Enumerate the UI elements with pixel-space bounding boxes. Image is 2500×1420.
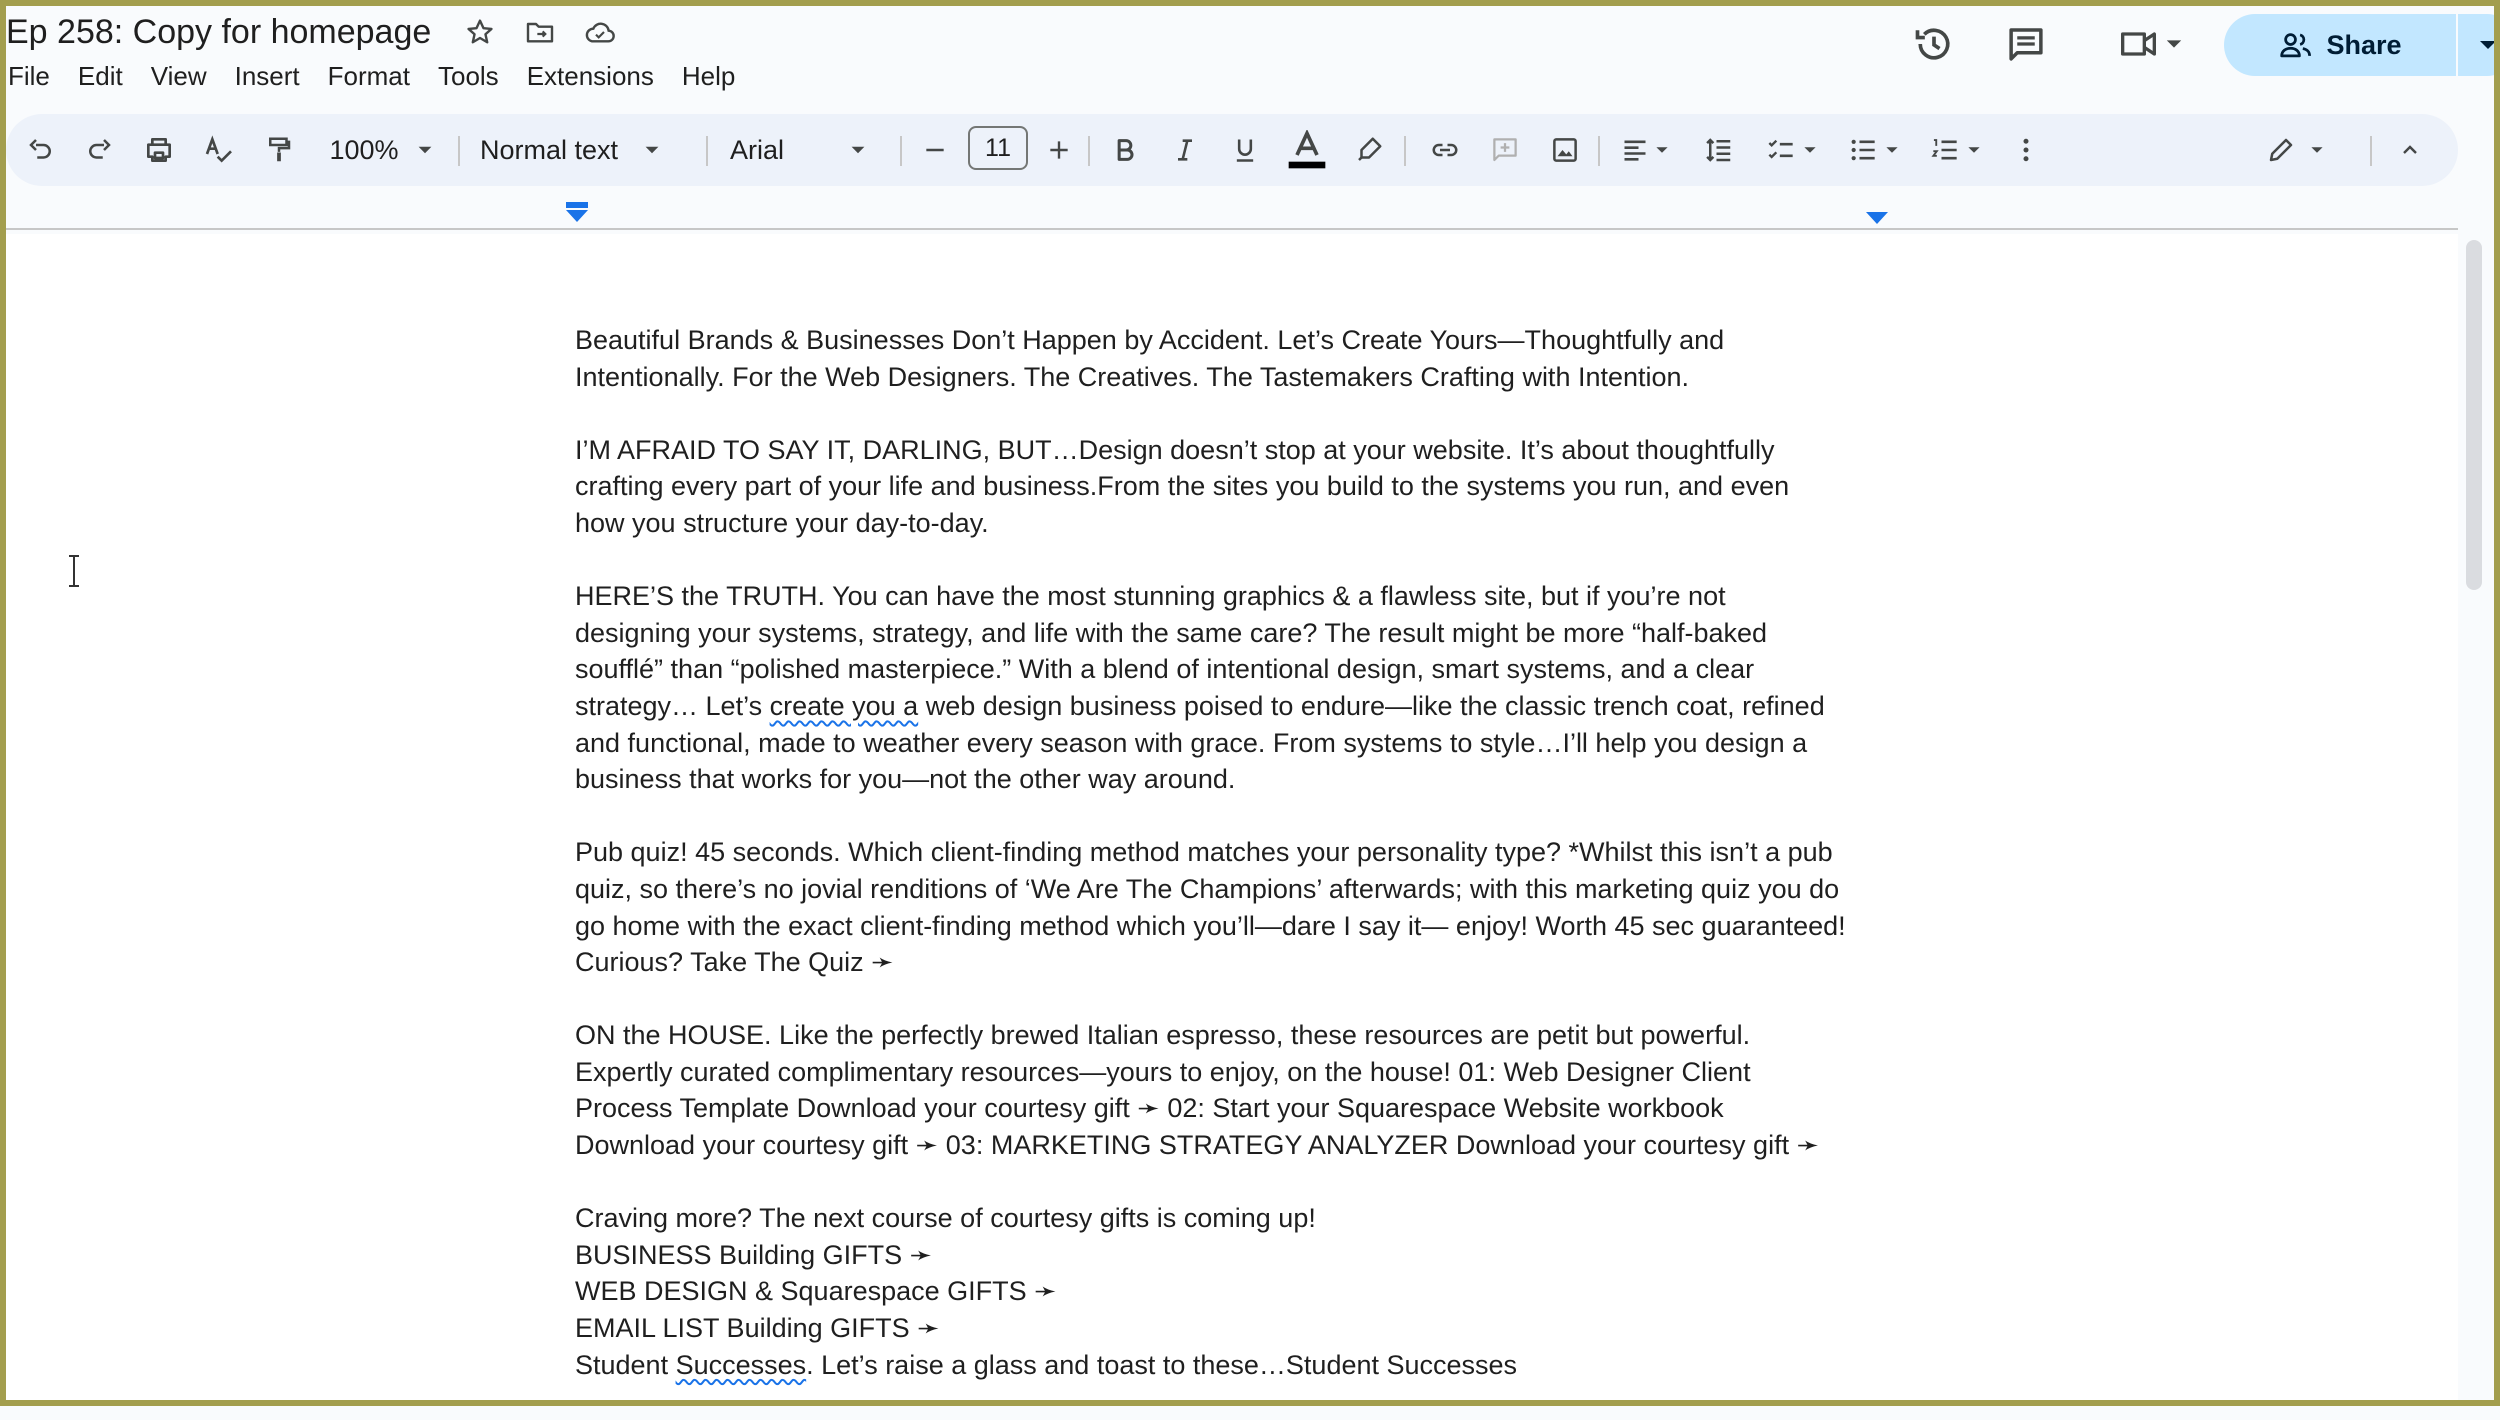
menu-view[interactable]: View <box>150 61 207 91</box>
collapse-icon[interactable] <box>2382 126 2438 174</box>
text-line: and functional, made to weather every season with grace. From systems to style…I’ll help you design a <box>575 727 1808 758</box>
share-button[interactable] <box>2224 14 2456 76</box>
paragraph-6 <box>575 1200 1895 1383</box>
increase-font-size-icon[interactable] <box>1036 126 1082 174</box>
menu-tools[interactable]: Tools <box>437 61 499 91</box>
text-line: how you structure your day-to-day. <box>575 507 989 538</box>
menu-help[interactable]: Help <box>681 61 736 91</box>
move-folder-icon[interactable] <box>520 12 560 52</box>
text-line: ON the HOUSE. Like the perfectly brewed Italian espresso, these resources are petit but powerful. <box>575 1020 1751 1051</box>
text-line: Expertly curated complimentary resources—yours to enjoy, on the house! 01: Web Designer Client <box>575 1056 1751 1087</box>
checklist-icon[interactable] <box>1756 126 1826 174</box>
menu-edit[interactable]: Edit <box>77 61 123 91</box>
text-cursor-icon <box>66 554 82 588</box>
paragraph-4 <box>575 834 1895 980</box>
paragraph-1 <box>575 322 1895 395</box>
title-bar <box>0 0 2500 110</box>
line-spacing-icon[interactable] <box>1694 126 1744 174</box>
print-icon[interactable] <box>134 126 184 174</box>
star-icon[interactable] <box>460 12 500 52</box>
text-line: designing your systems, strategy, and life with the same care? The result might be more “half-baked <box>575 617 1768 648</box>
highlight-icon[interactable] <box>1344 126 1394 174</box>
share-label: Share <box>2326 29 2402 60</box>
menu-format[interactable]: Format <box>327 61 410 91</box>
text-line: soufflé” than “polished masterpiece.” With a blend of intentional design, smart systems, and a clear <box>575 654 1755 685</box>
text-segment: web design business poised to endure—like the classic trench coat, refined <box>918 690 1825 721</box>
chevron-down-icon <box>644 142 660 158</box>
ruler <box>6 196 2458 232</box>
grammar-suggestion[interactable]: create you a <box>769 690 919 721</box>
meet-icon[interactable] <box>2100 16 2200 72</box>
zoom-value: 100% <box>329 134 399 165</box>
text-color-icon[interactable] <box>1280 126 1334 174</box>
menu-insert[interactable]: Insert <box>234 61 300 91</box>
spellcheck-icon[interactable] <box>194 126 244 174</box>
text-segment: strategy… Let’s <box>575 690 770 721</box>
paragraph-2 <box>575 432 1895 542</box>
font-select[interactable] <box>730 126 884 174</box>
history-icon[interactable] <box>1906 16 1962 72</box>
font-value: Arial <box>730 134 785 165</box>
paint-format-icon[interactable] <box>254 126 304 174</box>
text-line: Craving more? The next course of courtesy gifts is coming up! <box>575 1203 1316 1234</box>
link-icon[interactable] <box>1420 126 1470 174</box>
chevron-down-icon <box>417 142 433 158</box>
text-line: Download your courtesy gift ➛ 03: MARKETING STRATEGY ANALYZER Download your courtesy gift ➛ <box>575 1130 1820 1161</box>
cloud-saved-icon[interactable] <box>580 12 620 52</box>
text-line: Curious? Take The Quiz ➛ <box>575 947 894 978</box>
insert-image-icon[interactable] <box>1540 126 1590 174</box>
text-line: I’M AFRAID TO SAY IT, DARLING, BUT…Design doesn’t stop at your website. It’s about thoughtfully <box>575 434 1775 465</box>
right-indent-marker[interactable] <box>1864 210 1890 226</box>
comments-icon[interactable] <box>1998 16 2054 72</box>
bullet-list-icon[interactable] <box>1838 126 1908 174</box>
decrease-font-size-icon[interactable] <box>912 126 958 174</box>
text-line: EMAIL LIST Building GIFTS ➛ <box>575 1313 940 1344</box>
paragraph-3 <box>575 578 1895 798</box>
paragraph-5 <box>575 1017 1895 1163</box>
text-line: business that works for you—not the other way around. <box>575 764 1236 795</box>
text-line: WEB DESIGN & Squarespace GIFTS ➛ <box>575 1276 1057 1307</box>
text-segment: Student <box>575 1349 676 1380</box>
align-icon[interactable] <box>1612 126 1678 174</box>
text-line <box>575 1347 1895 1384</box>
text-line: HERE’S the TRUTH. You can have the most stunning graphics & a flawless site, but if you’re not <box>575 581 1726 612</box>
text-line: crafting every part of your life and business.From the sites you build to the systems you run, and even <box>575 471 1790 502</box>
text-line: Process Template Download your courtesy gift ➛ 02: Start your Squarespace Website workbook <box>575 1093 1724 1124</box>
editing-mode-icon[interactable] <box>2250 126 2340 174</box>
text-line: Pub quiz! 45 seconds. Which client-finding method matches your personality type? *Whilst this isn’t a pub <box>575 837 1833 868</box>
scrollbar-thumb[interactable] <box>2466 240 2482 590</box>
zoom-select[interactable] <box>316 126 446 174</box>
numbered-list-icon[interactable] <box>1920 126 1990 174</box>
font-size-input[interactable]: 11 <box>968 126 1028 170</box>
share-options-button[interactable] <box>2458 14 2500 76</box>
document-title[interactable]: Ep 258: Copy for homepage <box>6 13 432 51</box>
undo-icon[interactable] <box>16 126 66 174</box>
text-line: quiz, so there’s no jovial renditions of ‘We Are The Champions’ afterwards; with this marketing quiz you do <box>575 873 1840 904</box>
underline-icon[interactable] <box>1220 126 1270 174</box>
menu-bar <box>6 56 753 96</box>
add-comment-icon[interactable] <box>1480 126 1530 174</box>
paragraph-style-select[interactable] <box>480 126 700 174</box>
share-people-icon <box>2278 30 2314 60</box>
text-line: Beautiful Brands & Businesses Don’t Happen by Accident. Let’s Create Yours—Thoughtfully and <box>575 325 1725 355</box>
italic-icon[interactable] <box>1160 126 1210 174</box>
menu-extensions[interactable]: Extensions <box>526 61 654 91</box>
spelling-suggestion[interactable]: Successes <box>675 1349 807 1380</box>
paragraph-style-value: Normal text <box>480 134 619 165</box>
menu-file[interactable]: File <box>8 61 50 91</box>
text-segment: . Let’s raise a glass and toast to these…Student Successes <box>806 1349 1518 1380</box>
text-line: BUSINESS Building GIFTS ➛ <box>575 1239 933 1270</box>
redo-icon[interactable] <box>74 126 124 174</box>
left-indent-marker[interactable] <box>564 200 590 226</box>
document-body[interactable] <box>575 322 1895 1420</box>
text-line: Intentionally. For the Web Designers. The Creatives. The Tastemakers Crafting with Intention. <box>575 361 1690 392</box>
toolbar <box>6 114 2458 186</box>
more-icon[interactable] <box>2006 126 2046 174</box>
text-line <box>575 688 1895 725</box>
bold-icon[interactable] <box>1100 126 1150 174</box>
chevron-down-icon <box>850 142 866 158</box>
text-line: go home with the exact client-finding method which you’ll—dare I say it— enjoy! Worth 45 sec guaranteed! <box>575 910 1846 941</box>
